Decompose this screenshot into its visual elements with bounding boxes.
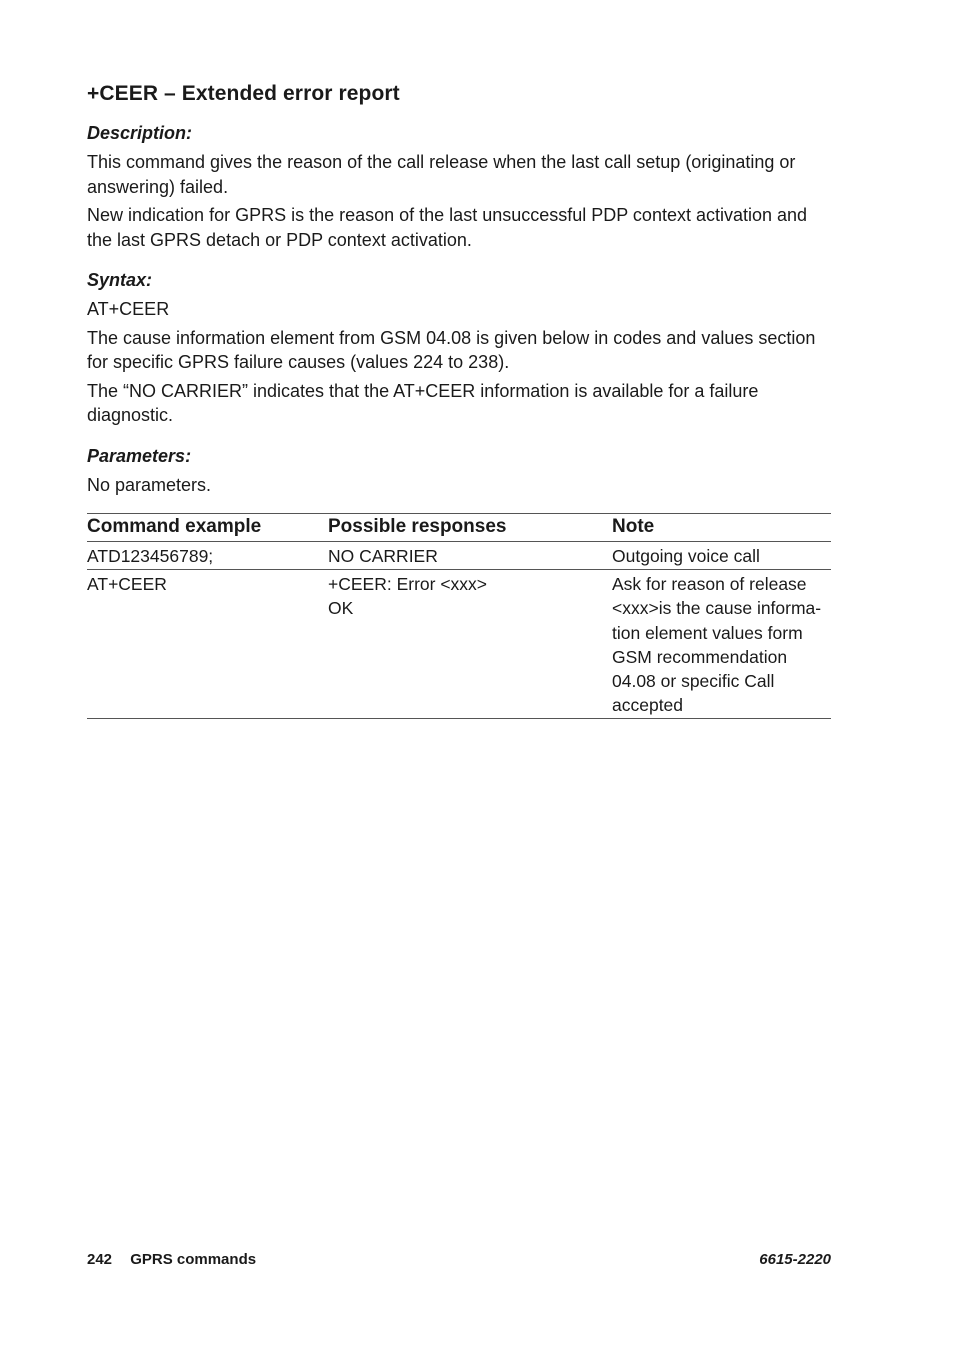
description-paragraph: This command gives the reason of the call release when the last call setup (originating or answering) failed. — [87, 152, 796, 197]
cell-command: ATD123456789; — [87, 542, 328, 570]
cell-note: Outgoing voice call — [612, 542, 831, 570]
command-table — [87, 513, 831, 719]
parameters-heading: Parameters: — [87, 445, 192, 466]
syntax-paragraph: The “NO CARRIER” indicates that the AT+CEER information is available for a failure diagnostic. — [87, 380, 759, 425]
cell-responses: NO CARRIER — [328, 542, 612, 570]
cell-responses: +CEER: Error <xxx> OK — [328, 570, 612, 719]
parameters-text: No parameters. — [87, 474, 212, 495]
description-heading: Description: — [87, 123, 193, 143]
table-row — [87, 570, 831, 719]
description-paragraph: New indication for GPRS is the reason of the last unsuccessful PDP context activation and the last GPRS detach or PDP context activation. — [87, 205, 808, 250]
page-title: +CEER – Extended error report — [87, 82, 400, 105]
table-row — [87, 542, 831, 570]
page-content — [87, 82, 831, 719]
cell-command: AT+CEER — [87, 570, 328, 719]
syntax-command: AT+CEER — [87, 299, 170, 319]
header-note: Note — [612, 514, 831, 542]
header-possible-responses: Possible responses — [328, 514, 612, 542]
cell-note: Ask for reason of release <xxx>is the cause informa- tion element values form GSM recommendation 04.08 or specific Call accepted — [612, 570, 831, 719]
table-header-row — [87, 514, 831, 542]
page-footer — [87, 1251, 831, 1268]
syntax-heading: Syntax: — [87, 270, 153, 290]
section-name: GPRS commands — [130, 1251, 257, 1268]
page-number: 242 — [87, 1251, 113, 1268]
header-command-example: Command example — [87, 514, 328, 542]
document-number: 6615-2220 — [759, 1251, 831, 1268]
syntax-paragraph: The cause information element from GSM 04.08 is given below in codes and values section for specific GPRS failure causes (values 224 to 238). — [87, 327, 816, 372]
